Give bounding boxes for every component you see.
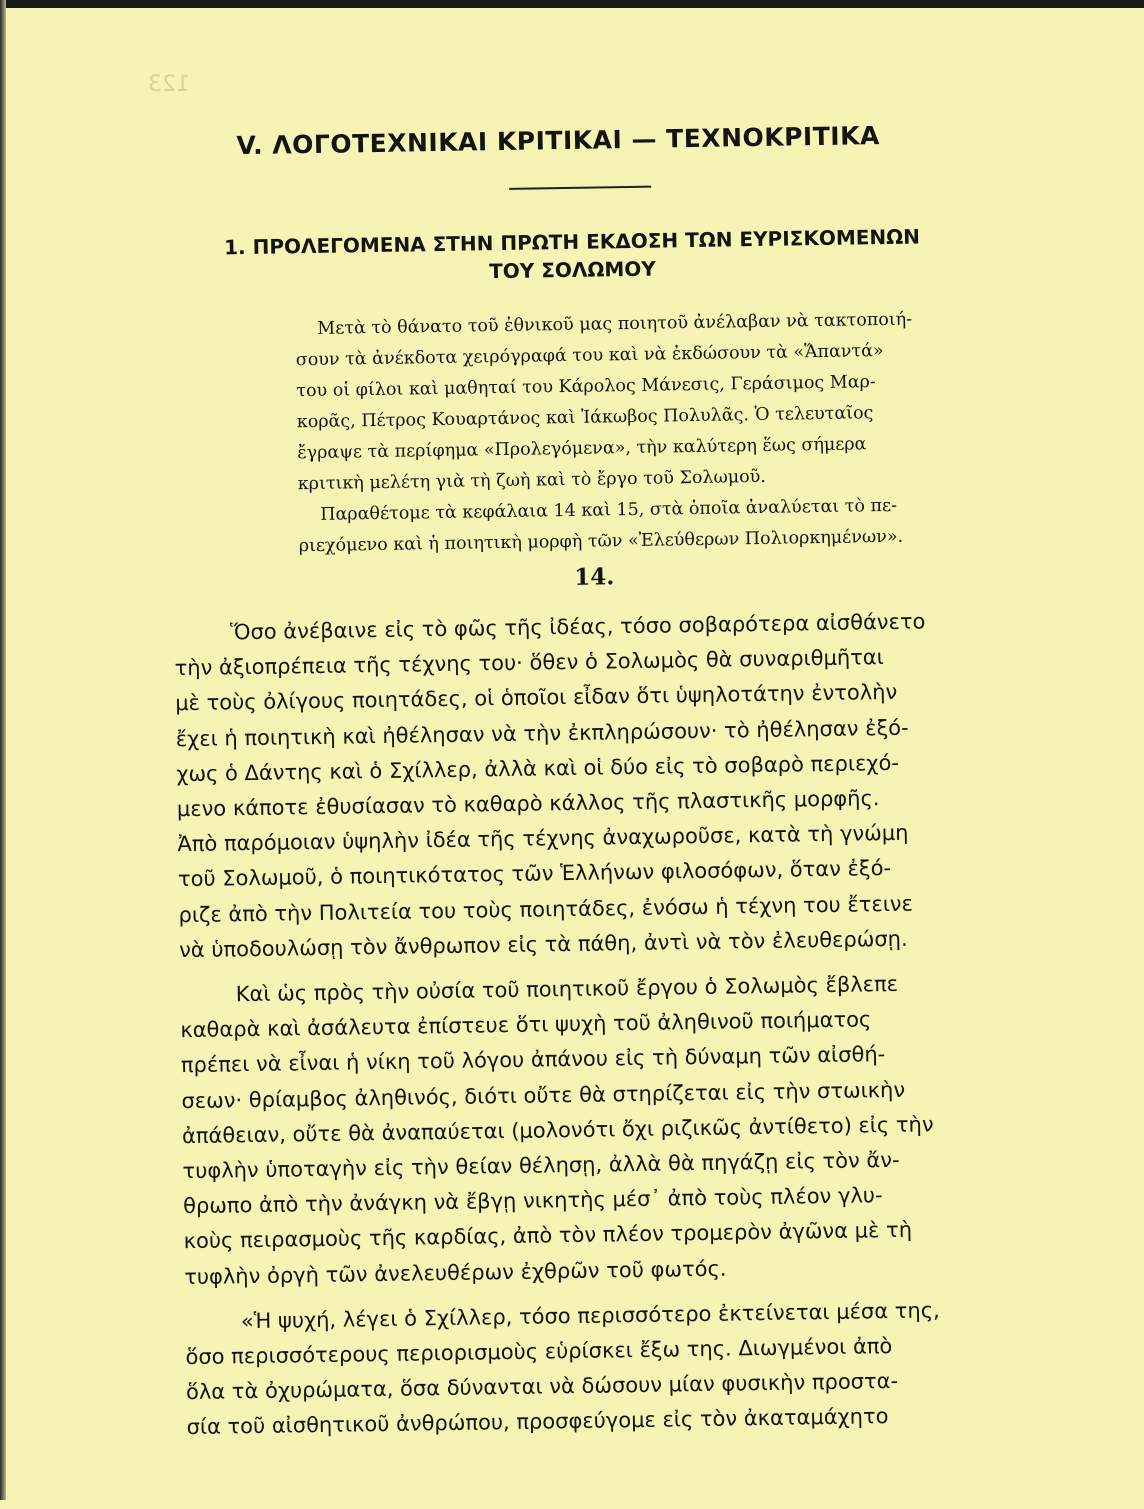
- body-line: τυφλὴν ὀργὴ τῶν ἀνελευθέρων ἐχθρῶν τοῦ φωτός.: [184, 1256, 727, 1289]
- intro-line: κριτικὴ μελέτη γιὰ τὴ ζωὴ καὶ τὸ ἔργο τοῦ Σολωμοῦ.: [297, 466, 767, 495]
- chapter-title-line: ΤΟΥ ΣΟΛΩΜΟΥ: [488, 256, 656, 284]
- intro-line: κορᾶς, Πέτρος Κουαρτάνος καὶ Ἰάκωβος Πολυλᾶς. Ὁ τελευταῖος: [296, 403, 874, 433]
- chapter-title: [152, 221, 993, 290]
- body-line: θρωπο ἀπὸ τὴν ἀνάγκη νὰ ἔβγῃ νικητὴς μέσ᾽ ἀπὸ τοὺς πλέον γλυ-: [182, 1183, 883, 1219]
- chapter-title-line: 1. ΠΡΟΛΕΓΟΜΕΝΑ ΣΤΗΝ ΠΡΩΤΗ ΕΚΔΟΣΗ ΤΩΝ ΕΥΡΙΣΚΟΜΕΝΩΝ: [223, 224, 921, 260]
- intro-line: του οἱ φίλοι καὶ μαθηταί του Κάρολος Μάνεσις, Γεράσιμος Μαρ-: [296, 372, 876, 402]
- body-line: σία τοῦ αἰσθητικοῦ ἀνθρώπου, προσφεύγομε εἰς τὸν ἀκαταμάχητο: [186, 1404, 889, 1440]
- body-line: ὅλα τὰ ὀχυρώματα, ὅσα δύνανται νὰ δώσουν μίαν φυσικὴν προστα-: [185, 1369, 899, 1405]
- body-line: μενο κάποτε ἐθυσίασαν τὸ καθαρὸ κάλλος τῆς πλαστικῆς μορφῆς.: [176, 786, 880, 822]
- chapter-number: 14.: [574, 563, 615, 591]
- body-line: Ἀπὸ παρόμοιαν ὑψηλὴν ἰδέα τῆς τέχνης ἀναχωροῦσε, κατὰ τὴ γνώμη: [177, 820, 909, 857]
- body-text: [174, 603, 1057, 1446]
- intro-line: ριεχόμενο καὶ ἡ ποιητικὴ μορφὴ τῶν «Ἐλεύθερων Πολιορκημένων».: [298, 526, 904, 557]
- body-line: νὰ ὑποδουλώσῃ τὸν ἄνθρωπον εἰς τὰ πάθη, ἀντὶ νὰ τὸν ἐλευθερώσῃ.: [178, 926, 908, 962]
- body-line: καθαρὰ καὶ ἀσάλευτα ἐπίστευε ὅτι ψυχὴ τοῦ ἀληθινοῦ ποιήματος: [180, 1007, 872, 1043]
- bleed-through-page-number: 123: [148, 72, 190, 97]
- body-line: τυφλὴν ὑποταγὴν εἰς τὴν θείαν θέλησῃ, ἀλλὰ θὰ πηγάζῃ εἰς τὸν ἄν-: [182, 1147, 900, 1184]
- body-line: Ὅσο ἀνέβαινε εἰς τὸ φῶς τῆς ἰδέας, τόσο σοβαρότερα αἰσθάνετο: [229, 609, 926, 645]
- body-line: σεων· θρίαμβος ἀληθινός, διότι οὔτε θὰ στηρίζεται εἰς τὴν στωικὴν: [181, 1077, 906, 1113]
- body-line: μὲ τοὺς ὀλίγους ποιητάδες, οἱ ὁποῖοι εἶδαν ὅτι ὑψηλοτάτην ἐντολὴν: [175, 680, 898, 716]
- body-line: χως ὁ Δάντης καὶ ὁ Σχίλλερ, ἀλλὰ καὶ οἱ δύο εἰς τὸ σοβαρὸ περιεχό-: [176, 750, 900, 786]
- body-line: ἔχει ἡ ποιητικὴ καὶ ἠθέλησαν νὰ τὴν ἐκπληρώσουν· τὸ ἠθέλησαν ἐξό-: [175, 715, 909, 751]
- intro-line: ἔγραψε τὰ περίφημα «Προλεγόμενα», τὴν καλύτερη ἕως σήμερα: [297, 434, 867, 464]
- body-line: τὴν ἀξιοπρέπεια τῆς τέχνης του· ὅθεν ὁ Σολωμὸς θὰ συναριθμῆται: [174, 645, 884, 681]
- title-divider: [509, 186, 651, 190]
- body-line: ἀπάθειαν, οὔτε θὰ ἀναπαύεται (μολονότι ὄχι ριζικῶς ἀντίθετο) εἰς τὴν: [181, 1112, 934, 1148]
- body-line: Καὶ ὡς πρὸς τὴν οὐσία τοῦ ποιητικοῦ ἔργου ὁ Σολωμὸς ἔβλεπε: [235, 971, 899, 1007]
- body-line: ριζε ἀπὸ τὴν Πολιτεία του τοὺς ποιητάδες, ἐνόσω ἡ τέχνη του ἔτεινε: [178, 891, 914, 927]
- body-line: ὅσο περισσότερους περιορισμοὺς εὑρίσκει ἔξω της. Διωγμένοι ἀπὸ: [185, 1334, 893, 1370]
- body-line: πρέπει νὰ εἶναι ἡ νίκη τοῦ λόγου ἀπάνου εἰς τὴ δύναμη τῶν αἰσθή-: [180, 1042, 886, 1078]
- intro-line: Μετὰ τὸ θάνατο τοῦ ἐθνικοῦ μας ποιητοῦ ἀνέλαβαν νὰ τακτοποιή-: [317, 309, 913, 339]
- intro-paragraph: [295, 303, 999, 562]
- body-line: τοῦ Σολωμοῦ, ὁ ποιητικότατος τῶν Ἑλλήνων φιλοσόφων, ὅταν ἐξό-: [177, 856, 892, 892]
- body-line: κοὺς πειρασμοὺς τῆς καρδίας, ἀπὸ τὸν πλέον τρομερὸν ἀγῶνα μὲ τὴ: [183, 1218, 913, 1254]
- section-title: V. ΛΟΓΟΤΕΧΝΙΚΑΙ ΚΡΙΤΙΚΑΙ — ΤΕΧΝΟΚΡΙΤΙΚΑ: [236, 121, 881, 161]
- body-line: «Ἡ ψυχή, λέγει ὁ Σχίλλερ, τόσο περισσότερο ἐκτείνεται μέσα της,: [240, 1298, 940, 1334]
- intro-line: Παραθέτομε τὰ κεφάλαια 14 καὶ 15, στὰ ὁποῖα ἀναλύεται τὸ πε-: [320, 495, 898, 525]
- intro-line: σουν τὰ ἀνέκδοτα χειρόγραφά του καὶ νὰ ἐκδώσουν τὰ «Ἅπαντά»: [295, 341, 884, 371]
